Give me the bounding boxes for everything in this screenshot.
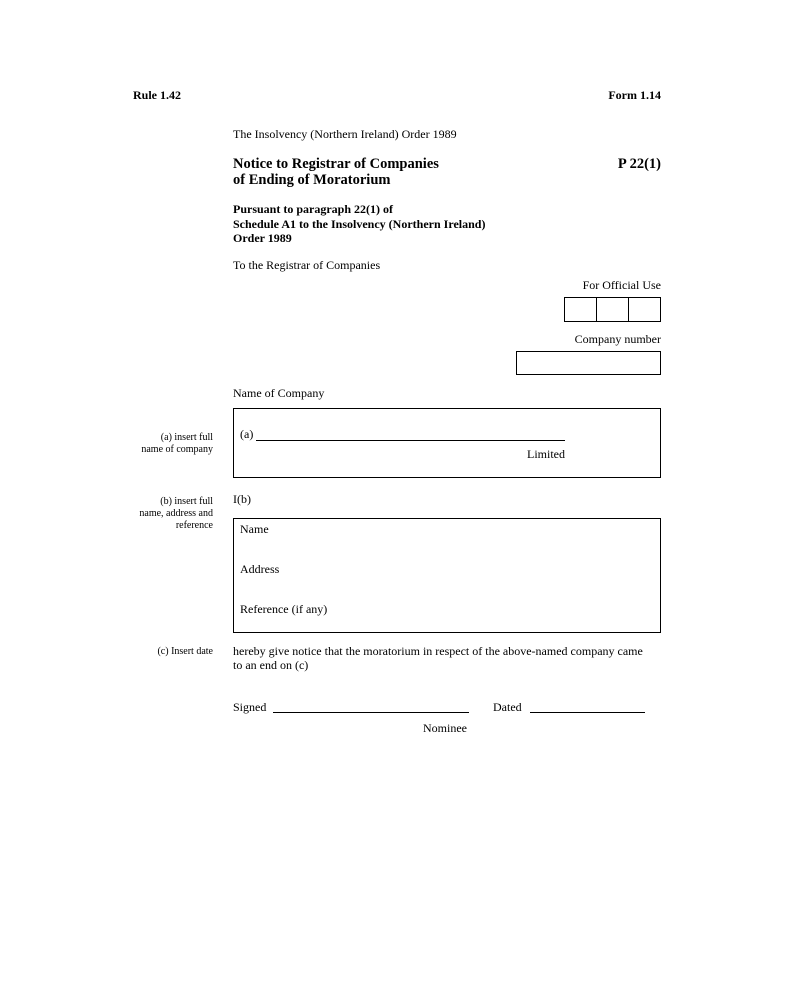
company-name-prefix: (a) <box>240 427 254 441</box>
form-number: Form 1.14 <box>608 88 661 102</box>
nominee-reference-label: Reference (if any) <box>240 602 328 616</box>
pursuant-line2: Schedule A1 to the Insolvency (Northern Ireland) <box>233 216 486 231</box>
margin-note-b-line1: (b) insert full <box>160 496 213 507</box>
dated-label: Dated <box>493 700 522 714</box>
page-title-line1: Notice to Registrar of Companies <box>233 156 439 172</box>
signature-field[interactable] <box>273 712 469 713</box>
nominee-role-label: Nominee <box>423 721 467 735</box>
signed-label: Signed <box>233 700 267 714</box>
margin-note-a-line1: (a) insert full <box>160 432 213 443</box>
order-title: The Insolvency (Northern Ireland) Order 1989 <box>233 127 457 141</box>
notice-line1: hereby give notice that the moratorium in respect of the above-named company came <box>233 644 643 658</box>
margin-note-b-line3: reference <box>175 520 213 531</box>
form-code: P 22(1) <box>617 156 661 172</box>
official-use-divider <box>628 298 629 321</box>
pursuant-line3: Order 1989 <box>233 231 292 245</box>
nominee-name-label: Name <box>240 522 269 536</box>
margin-note-a-line2: name of company <box>141 444 213 455</box>
nominee-address-label: Address <box>240 562 280 576</box>
date-field[interactable] <box>530 712 645 713</box>
pursuant-line1: Pursuant to paragraph 22(1) of <box>233 202 394 216</box>
company-name-field[interactable] <box>256 440 565 441</box>
official-use-label: For Official Use <box>582 278 661 292</box>
margin-note-a <box>93 432 213 456</box>
company-number-field[interactable] <box>516 351 661 375</box>
company-name-label: Name of Company <box>233 386 325 400</box>
margin-note-b-line2: name, address and <box>139 508 213 519</box>
page-title <box>233 156 439 188</box>
margin-note-b <box>93 496 213 532</box>
rule-number: Rule 1.42 <box>133 88 181 102</box>
addressee: To the Registrar of Companies <box>233 258 381 272</box>
company-name-suffix: Limited <box>527 447 565 461</box>
notice-text <box>233 644 673 672</box>
pursuant-block <box>233 202 485 246</box>
official-use-boxes <box>564 297 661 322</box>
company-name-box <box>233 408 661 478</box>
margin-note-c: (c) Insert date <box>157 646 213 657</box>
company-number-label: Company number <box>574 332 661 346</box>
official-use-divider <box>596 298 597 321</box>
nominee-details-box <box>233 518 661 633</box>
nominee-intro: I(b) <box>233 492 251 506</box>
page-title-line2: of Ending of Moratorium <box>233 172 391 188</box>
notice-line2: to an end on (c) <box>233 658 309 672</box>
